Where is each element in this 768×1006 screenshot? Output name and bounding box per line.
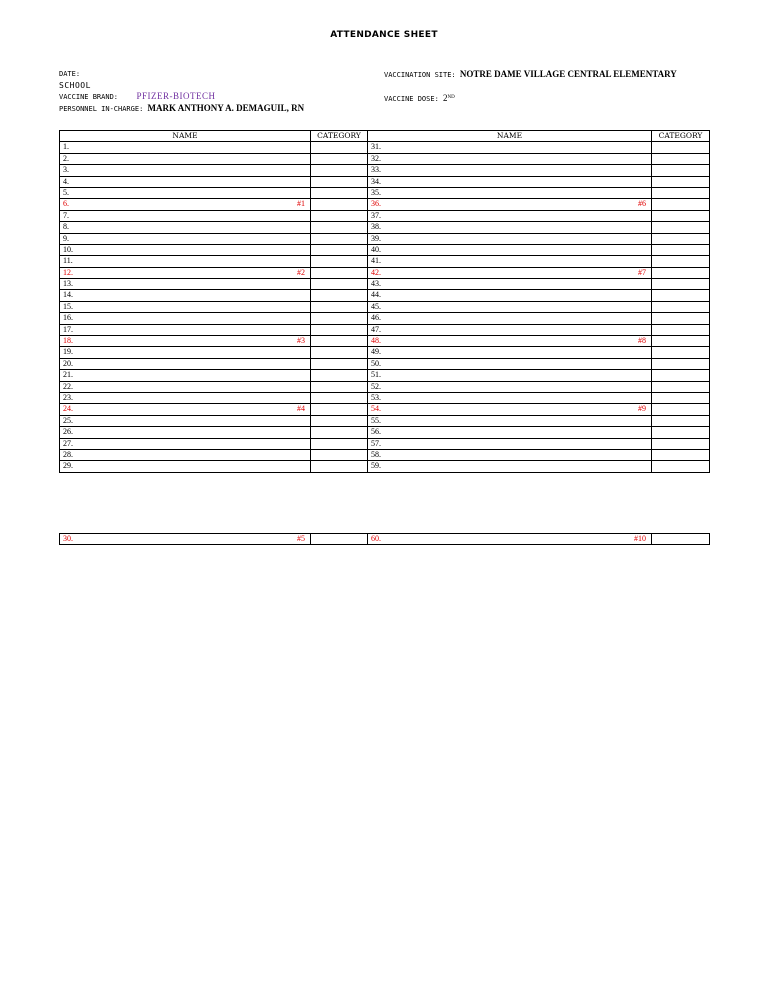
name-cell-left[interactable] <box>60 461 311 472</box>
group-marker: #3 <box>297 336 305 346</box>
row-number: 1. <box>63 142 69 152</box>
group-marker: #9 <box>638 404 646 414</box>
name-cell-left[interactable] <box>60 244 311 255</box>
row-number: 57. <box>371 438 381 448</box>
personnel-label: PERSONNEL IN-CHARGE: <box>59 105 144 113</box>
row-number: 59. <box>371 461 381 471</box>
meta-left <box>59 69 304 115</box>
category-cell-left[interactable] <box>311 427 368 438</box>
row-number: 55. <box>371 415 381 425</box>
category-cell-right[interactable] <box>652 267 710 278</box>
name-cell-right[interactable] <box>368 244 652 255</box>
name-cell-right[interactable] <box>368 461 652 472</box>
school-label: SCHOOL <box>59 81 91 90</box>
name-cell-left[interactable] <box>60 415 311 426</box>
row-number: 20. <box>63 358 73 368</box>
row-number: 50. <box>371 358 381 368</box>
name-cell-left[interactable] <box>60 404 311 415</box>
row-number: 21. <box>63 370 73 380</box>
table-row <box>60 233 710 244</box>
name-cell-right[interactable] <box>368 199 652 210</box>
row-number: 41. <box>371 256 381 266</box>
category-cell-left[interactable] <box>311 347 368 358</box>
table-row <box>60 210 710 221</box>
name-cell-left[interactable] <box>60 210 311 221</box>
table-row <box>60 199 710 210</box>
category-cell-left[interactable] <box>311 199 368 210</box>
vaccine-dose-value: 2ND <box>443 93 455 103</box>
category-cell-right[interactable] <box>652 392 710 403</box>
table-header-row <box>60 131 710 142</box>
table-row <box>60 301 710 312</box>
table-row <box>60 165 710 176</box>
name-cell-left[interactable] <box>60 153 311 164</box>
table-row <box>60 267 710 278</box>
attendance-table-footer <box>59 533 710 545</box>
row-number: 36. <box>371 199 381 209</box>
row-number: 31. <box>371 142 381 152</box>
name-cell-right[interactable] <box>368 404 652 415</box>
category-cell-right[interactable] <box>652 370 710 381</box>
name-cell-right[interactable] <box>368 358 652 369</box>
category-cell-left[interactable] <box>311 336 368 347</box>
row-number: 40. <box>371 244 381 254</box>
table-row <box>60 256 710 267</box>
name-cell-left[interactable] <box>60 279 311 290</box>
vaccination-site-row <box>384 69 677 81</box>
name-cell-left[interactable] <box>60 233 311 244</box>
date-label: DATE: <box>59 70 81 78</box>
category-cell-right[interactable] <box>652 534 710 545</box>
row-number: 3. <box>63 165 69 175</box>
row-number: 54. <box>371 404 381 414</box>
category-cell-left[interactable] <box>311 449 368 460</box>
row-number: 52. <box>371 381 381 391</box>
category-cell-left[interactable] <box>311 279 368 290</box>
name-cell-right[interactable] <box>368 153 652 164</box>
category-cell-right[interactable] <box>652 461 710 472</box>
name-cell-right[interactable] <box>368 370 652 381</box>
row-number: 37. <box>371 210 381 220</box>
name-cell-right[interactable] <box>368 324 652 335</box>
table-row <box>60 153 710 164</box>
row-number: 8. <box>63 222 69 232</box>
category-cell-left[interactable] <box>311 534 368 545</box>
row-number: 24. <box>63 404 73 414</box>
group-marker: #10 <box>634 534 646 543</box>
row-number: 49. <box>371 347 381 357</box>
name-cell-right[interactable] <box>368 347 652 358</box>
name-cell-left[interactable] <box>60 370 311 381</box>
row-number: 27. <box>63 438 73 448</box>
name-cell-right[interactable] <box>368 165 652 176</box>
category-cell-left[interactable] <box>311 256 368 267</box>
name-cell-left[interactable] <box>60 142 311 153</box>
row-number: 5. <box>63 187 69 197</box>
category-cell-left[interactable] <box>311 176 368 187</box>
name-cell-left[interactable] <box>60 438 311 449</box>
table-row <box>60 404 710 415</box>
group-marker: #4 <box>297 404 305 414</box>
name-cell-right[interactable] <box>368 415 652 426</box>
table-row <box>60 381 710 392</box>
row-number: 2. <box>63 153 69 163</box>
row-number: 10. <box>63 244 73 254</box>
name-cell-right[interactable] <box>368 438 652 449</box>
row-number: 47. <box>371 324 381 334</box>
vaccine-brand-row <box>59 91 304 103</box>
category-cell-left[interactable] <box>311 404 368 415</box>
category-cell-left[interactable] <box>311 222 368 233</box>
category-cell-right[interactable] <box>652 324 710 335</box>
category-cell-right[interactable] <box>652 153 710 164</box>
row-number: 60. <box>371 534 381 543</box>
category-cell-left[interactable] <box>311 165 368 176</box>
table-row <box>60 142 710 153</box>
row-number: 26. <box>63 427 73 437</box>
category-cell-right[interactable] <box>652 256 710 267</box>
category-cell-right[interactable] <box>652 449 710 460</box>
name-cell-right[interactable] <box>368 233 652 244</box>
row-number: 42. <box>371 267 381 277</box>
table-row <box>60 449 710 460</box>
name-cell-right[interactable] <box>368 290 652 301</box>
category-cell-right[interactable] <box>652 199 710 210</box>
row-number: 9. <box>63 233 69 243</box>
meta-right <box>384 69 677 105</box>
name-header-right: NAME <box>368 131 652 142</box>
category-cell-right[interactable] <box>652 210 710 221</box>
category-cell-right[interactable] <box>652 336 710 347</box>
table-row <box>60 438 710 449</box>
category-cell-right[interactable] <box>652 187 710 198</box>
row-number: 7. <box>63 210 69 220</box>
name-cell-right[interactable] <box>368 222 652 233</box>
table-row <box>60 176 710 187</box>
row-number: 11. <box>63 256 73 266</box>
name-cell-left[interactable] <box>60 199 311 210</box>
category-cell-left[interactable] <box>311 324 368 335</box>
personnel-row <box>59 103 304 115</box>
name-cell-left[interactable] <box>60 313 311 324</box>
category-cell-left[interactable] <box>311 370 368 381</box>
row-number: 15. <box>63 301 73 311</box>
name-cell-right[interactable] <box>368 187 652 198</box>
name-cell-left[interactable] <box>60 165 311 176</box>
name-cell-right[interactable] <box>368 210 652 221</box>
table-row <box>60 347 710 358</box>
attendance-table <box>59 130 710 473</box>
category-cell-right[interactable] <box>652 165 710 176</box>
group-marker: #8 <box>638 336 646 346</box>
category-cell-right[interactable] <box>652 222 710 233</box>
category-cell-right[interactable] <box>652 313 710 324</box>
category-cell-right[interactable] <box>652 438 710 449</box>
category-cell-right[interactable] <box>652 233 710 244</box>
row-number: 29. <box>63 461 73 471</box>
name-cell-left[interactable] <box>60 347 311 358</box>
category-cell-left[interactable] <box>311 415 368 426</box>
row-number: 19. <box>63 347 73 357</box>
name-cell-left[interactable] <box>60 176 311 187</box>
row-number: 38. <box>371 222 381 232</box>
table-row <box>60 427 710 438</box>
group-marker: #6 <box>638 199 646 209</box>
table-row <box>60 461 710 472</box>
row-number: 33. <box>371 165 381 175</box>
name-cell-left[interactable] <box>60 534 311 545</box>
table-row <box>60 222 710 233</box>
vaccine-brand-label: VACCINE BRAND: <box>59 93 119 101</box>
row-number: 14. <box>63 290 73 300</box>
category-cell-right[interactable] <box>652 142 710 153</box>
name-cell-right[interactable] <box>368 392 652 403</box>
name-cell-left[interactable] <box>60 358 311 369</box>
category-cell-left[interactable] <box>311 290 368 301</box>
table-row <box>60 244 710 255</box>
name-cell-right[interactable] <box>368 449 652 460</box>
group-marker: #7 <box>638 267 646 277</box>
table-row <box>60 534 710 545</box>
name-cell-right[interactable] <box>368 267 652 278</box>
name-cell-right[interactable] <box>368 256 652 267</box>
vaccine-brand-value: PFIZER-BIOTECH <box>136 91 216 101</box>
category-cell-left[interactable] <box>311 438 368 449</box>
category-header-left: CATEGORY <box>311 131 368 142</box>
vaccine-dose-row <box>384 92 677 105</box>
category-cell-right[interactable] <box>652 358 710 369</box>
category-cell-right[interactable] <box>652 347 710 358</box>
category-cell-left[interactable] <box>311 233 368 244</box>
category-cell-left[interactable] <box>311 210 368 221</box>
name-cell-left[interactable] <box>60 324 311 335</box>
group-marker: #5 <box>297 534 305 543</box>
category-cell-right[interactable] <box>652 301 710 312</box>
category-cell-left[interactable] <box>311 461 368 472</box>
name-cell-right[interactable] <box>368 381 652 392</box>
name-cell-left[interactable] <box>60 392 311 403</box>
category-cell-left[interactable] <box>311 313 368 324</box>
name-cell-left[interactable] <box>60 187 311 198</box>
row-number: 32. <box>371 153 381 163</box>
table-row <box>60 324 710 335</box>
row-number: 34. <box>371 176 381 186</box>
category-cell-left[interactable] <box>311 358 368 369</box>
table-row <box>60 313 710 324</box>
name-cell-right[interactable] <box>368 142 652 153</box>
row-number: 12. <box>63 267 73 277</box>
category-cell-right[interactable] <box>652 244 710 255</box>
row-number: 16. <box>63 313 73 323</box>
category-cell-right[interactable] <box>652 290 710 301</box>
category-cell-right[interactable] <box>652 381 710 392</box>
row-number: 28. <box>63 449 73 459</box>
group-marker: #2 <box>297 267 305 277</box>
category-cell-right[interactable] <box>652 176 710 187</box>
name-cell-left[interactable] <box>60 301 311 312</box>
category-cell-left[interactable] <box>311 392 368 403</box>
row-number: 46. <box>371 313 381 323</box>
name-cell-left[interactable] <box>60 267 311 278</box>
page-title: ATTENDANCE SHEET <box>330 30 438 40</box>
row-number: 35. <box>371 187 381 197</box>
name-cell-right[interactable] <box>368 301 652 312</box>
row-number: 56. <box>371 427 381 437</box>
row-number: 39. <box>371 233 381 243</box>
name-cell-left[interactable] <box>60 449 311 460</box>
group-marker: #1 <box>297 199 305 209</box>
category-cell-left[interactable] <box>311 187 368 198</box>
row-number: 4. <box>63 176 69 186</box>
category-cell-left[interactable] <box>311 267 368 278</box>
row-number: 48. <box>371 336 381 346</box>
vaccination-site-label: VACCINATION SITE: <box>384 71 456 79</box>
name-cell-left[interactable] <box>60 381 311 392</box>
name-cell-left[interactable] <box>60 427 311 438</box>
row-number: 30. <box>63 534 73 543</box>
category-cell-left[interactable] <box>311 142 368 153</box>
name-cell-left[interactable] <box>60 290 311 301</box>
row-number: 44. <box>371 290 381 300</box>
category-cell-left[interactable] <box>311 301 368 312</box>
row-number: 17. <box>63 324 73 334</box>
category-cell-left[interactable] <box>311 244 368 255</box>
row-number: 13. <box>63 279 73 289</box>
name-header-left: NAME <box>60 131 311 142</box>
name-cell-right[interactable] <box>368 176 652 187</box>
category-cell-left[interactable] <box>311 381 368 392</box>
table-row <box>60 336 710 347</box>
name-cell-right[interactable] <box>368 534 652 545</box>
name-cell-left[interactable] <box>60 222 311 233</box>
row-number: 23. <box>63 392 73 402</box>
name-cell-right[interactable] <box>368 279 652 290</box>
name-cell-right[interactable] <box>368 313 652 324</box>
row-number: 22. <box>63 381 73 391</box>
row-number: 6. <box>63 199 69 209</box>
personnel-value: MARK ANTHONY A. DEMAGUIL, RN <box>147 103 305 113</box>
table-row <box>60 392 710 403</box>
table-row <box>60 358 710 369</box>
row-number: 58. <box>371 449 381 459</box>
name-cell-left[interactable] <box>60 336 311 347</box>
table-row <box>60 370 710 381</box>
table-row <box>60 279 710 290</box>
table-row <box>60 187 710 198</box>
name-cell-right[interactable] <box>368 336 652 347</box>
category-cell-right[interactable] <box>652 404 710 415</box>
category-cell-right[interactable] <box>652 415 710 426</box>
row-number: 51. <box>371 370 381 380</box>
row-number: 53. <box>371 392 381 402</box>
row-number: 18. <box>63 336 73 346</box>
category-cell-left[interactable] <box>311 153 368 164</box>
table-row <box>60 290 710 301</box>
category-header-right: CATEGORY <box>652 131 710 142</box>
vaccine-dose-label: VACCINE DOSE: <box>384 95 439 103</box>
row-number: 25. <box>63 415 73 425</box>
name-cell-right[interactable] <box>368 427 652 438</box>
category-cell-right[interactable] <box>652 279 710 290</box>
row-number: 43. <box>371 279 381 289</box>
vaccination-site-value: NOTRE DAME VILLAGE CENTRAL ELEMENTARY <box>459 69 677 79</box>
row-number: 45. <box>371 301 381 311</box>
table-row <box>60 415 710 426</box>
name-cell-left[interactable] <box>60 256 311 267</box>
category-cell-right[interactable] <box>652 427 710 438</box>
